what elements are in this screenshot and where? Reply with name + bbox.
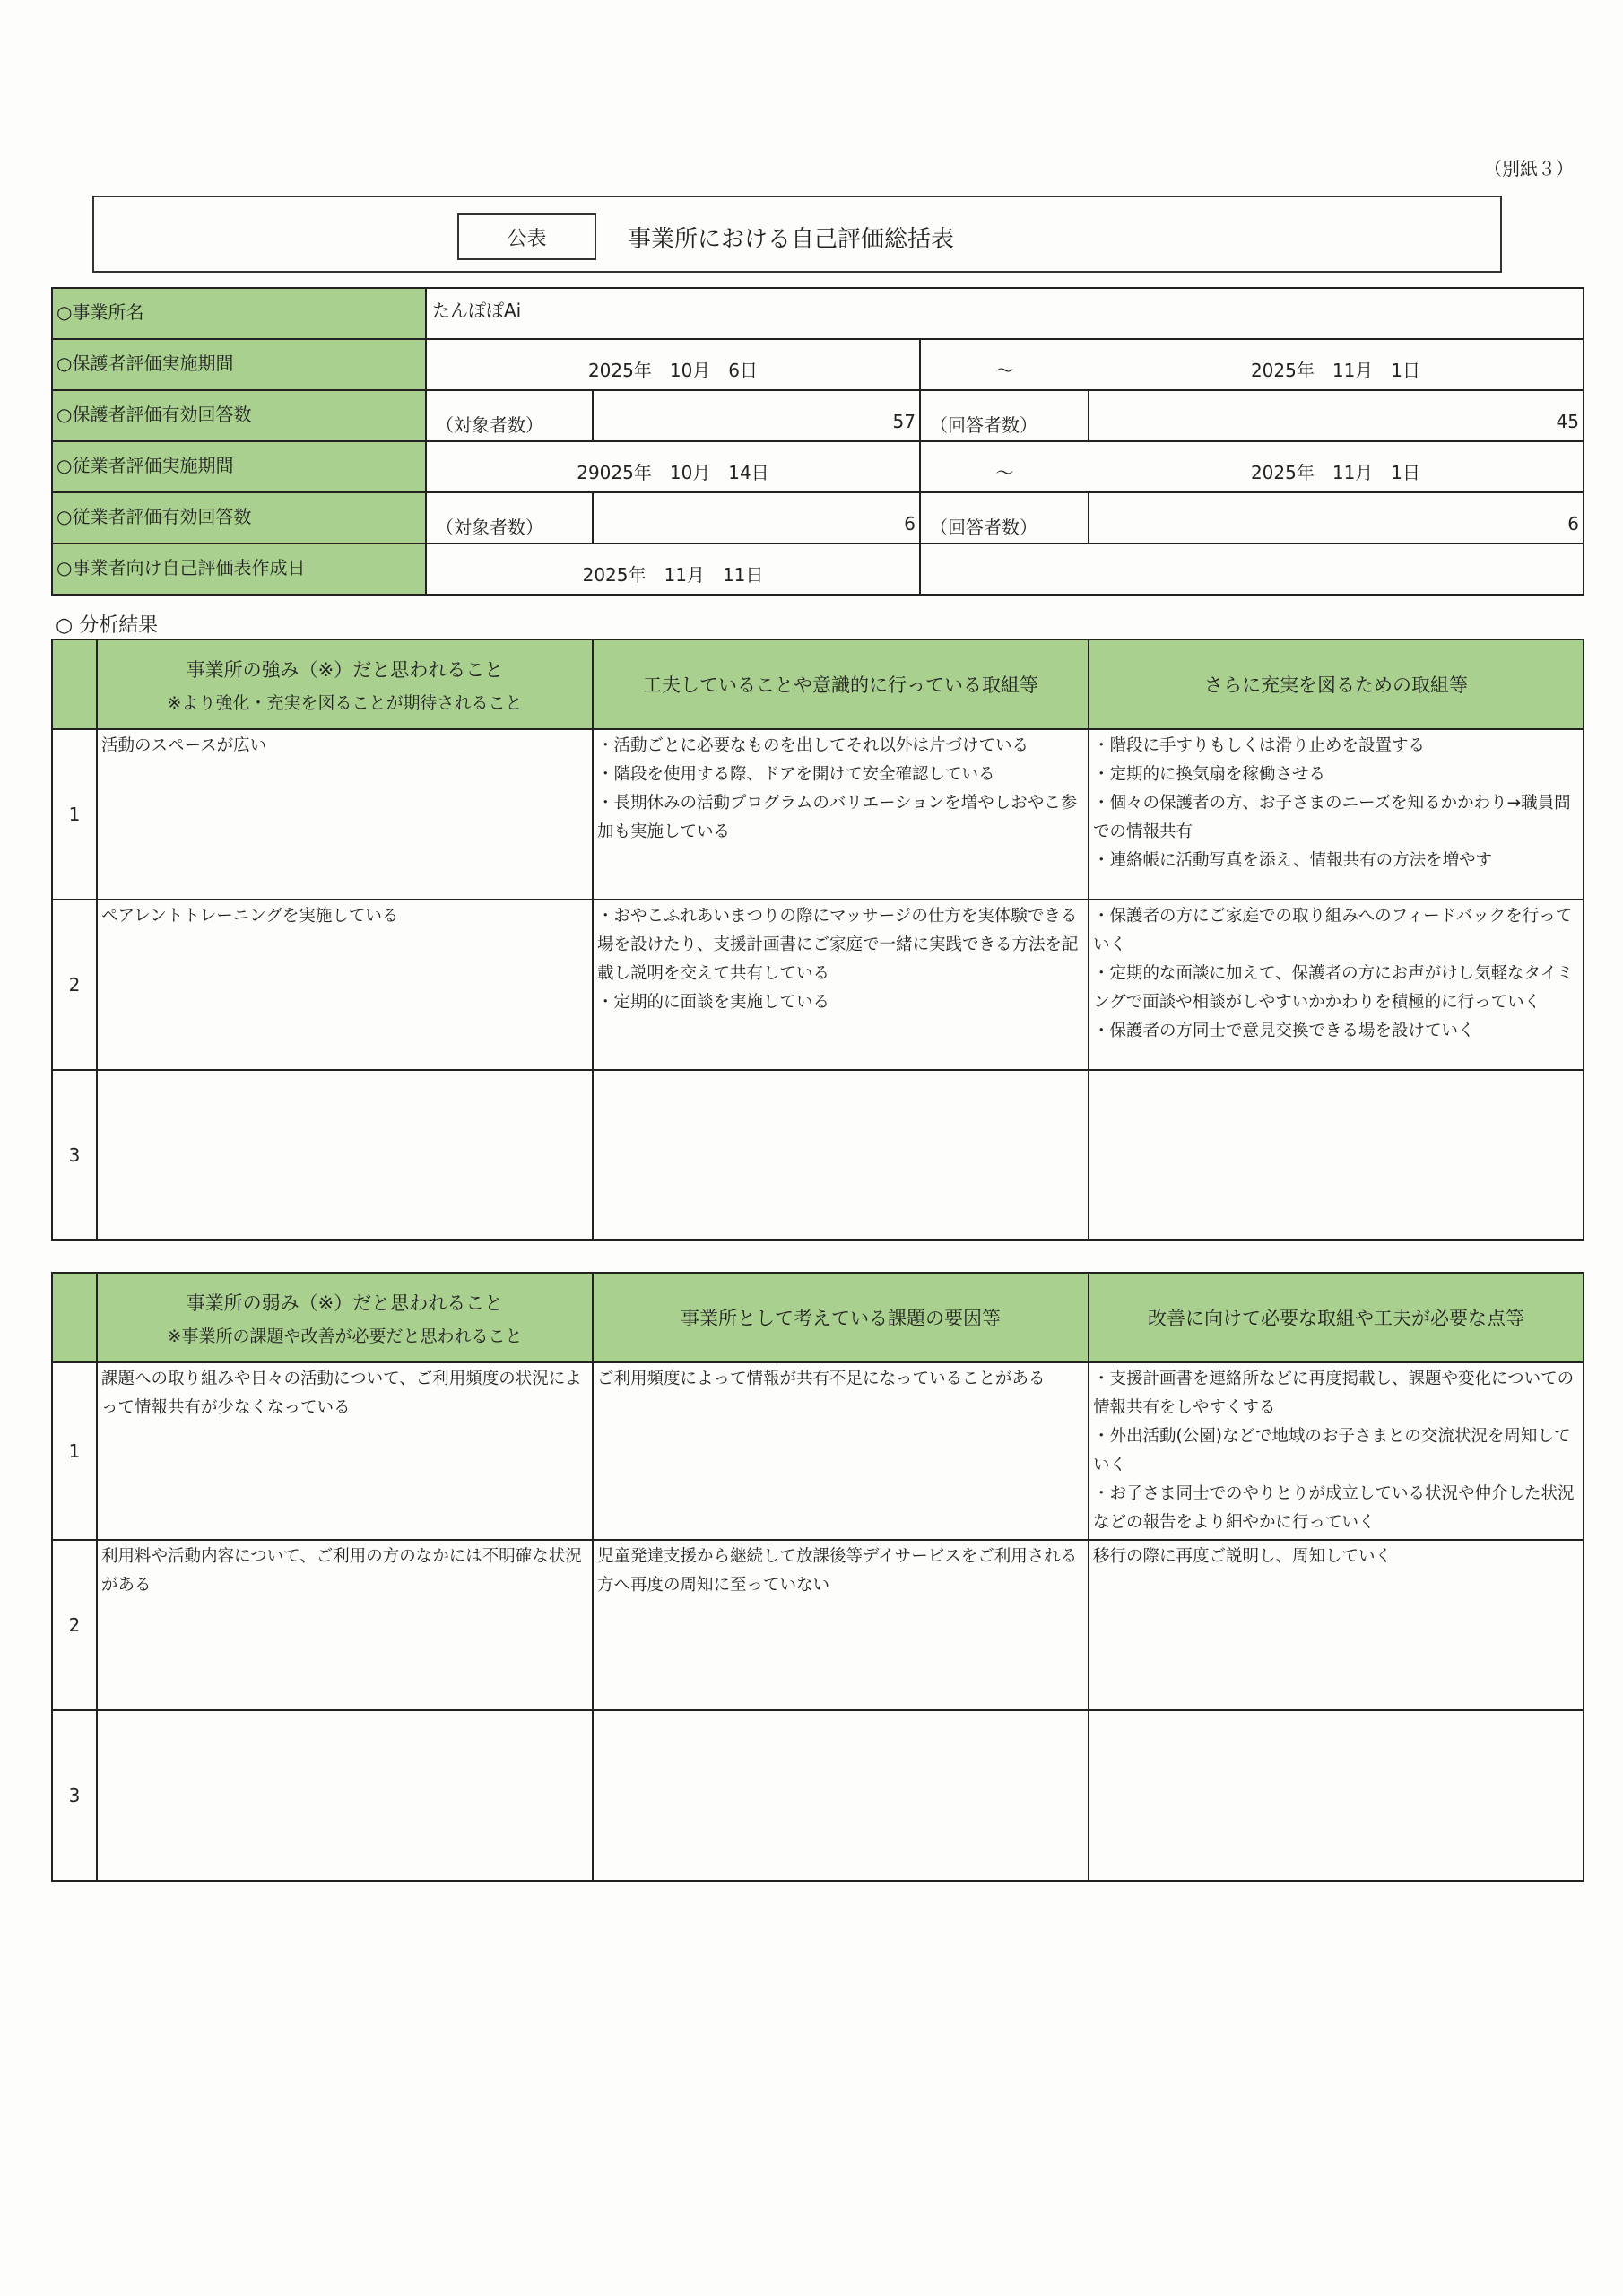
guardian-target-value: 57 xyxy=(593,390,920,441)
cell-text: ・活動ごとに必要なものを出してそれ以外は片づけている xyxy=(597,736,1029,755)
cell-text: 課題への取り組みや日々の活動について、ご利用頻度の状況によって情報共有が少なくなっている xyxy=(101,1370,582,1417)
guardian-period-label: ○保護者評価実施期間 xyxy=(52,339,426,390)
strengths-header-3: さらに充実を図るための取組等 xyxy=(1089,639,1584,729)
staff-target-value: 6 xyxy=(593,492,920,544)
staff-target-label: （対象者数） xyxy=(426,492,593,544)
table-row xyxy=(52,900,1584,1070)
row-number: 2 xyxy=(52,1540,97,1710)
cell-text: ・長期休みの活動プログラムのバリエーションを増やしおやこ参加も実施している xyxy=(597,794,1078,841)
table-row xyxy=(52,729,1584,900)
created-label: ○事業者向け自己評価表作成日 xyxy=(52,544,426,595)
page-title: 事業所における自己評価総括表 xyxy=(628,226,955,253)
row-number: 2 xyxy=(52,900,97,1070)
row-number: 3 xyxy=(52,1070,97,1240)
guardian-count-label: ○保護者評価有効回答数 xyxy=(52,390,426,441)
title-box xyxy=(92,196,1502,273)
cell-text: ・外出活動(公園)などで地域のお子さまとの交流状況を周知していく xyxy=(1093,1427,1571,1474)
cell-col-2 xyxy=(593,900,1089,1070)
cell-text: ・個々の保護者の方、お子さまのニーズを知るかかわり→職員間での情報共有 xyxy=(1093,794,1571,841)
cell-col-3 xyxy=(1089,1362,1584,1540)
table-row xyxy=(52,1362,1584,1540)
cell-col-2 xyxy=(593,1070,1089,1240)
created-date: 2025年 11月 11日 xyxy=(426,544,920,595)
staff-period-sep: ～ xyxy=(920,441,1089,492)
cell-col-1 xyxy=(97,1710,593,1881)
info-row-office xyxy=(52,288,1584,339)
info-row-guardian-count xyxy=(52,390,1584,441)
staff-respondent-label: （回答者数） xyxy=(920,492,1089,544)
table-row xyxy=(52,1070,1584,1240)
cell-text: ・定期的に面談を実施している xyxy=(597,993,830,1012)
weaknesses-header-2: 事業所として考えている課題の要因等 xyxy=(593,1273,1089,1362)
info-row-staff-period xyxy=(52,441,1584,492)
cell-text: 児童発達支援から継続して放課後等デイサービスをご利用される方へ再度の周知に至っていない xyxy=(597,1547,1078,1595)
weaknesses-table xyxy=(51,1272,1584,1882)
cell-col-2 xyxy=(593,1362,1089,1540)
weaknesses-header-3: 改善に向けて必要な取組や工夫が必要な点等 xyxy=(1089,1273,1584,1362)
guardian-target-label: （対象者数） xyxy=(426,390,593,441)
staff-period-end: 2025年 11月 1日 xyxy=(1089,441,1584,492)
office-name-value: たんぽぽAi xyxy=(426,288,1584,339)
cell-col-2 xyxy=(593,1540,1089,1710)
staff-count-label: ○従業者評価有効回答数 xyxy=(52,492,426,544)
cell-text: 活動のスペースが広い xyxy=(101,736,267,755)
analysis-heading: ○ 分析結果 xyxy=(56,614,159,637)
cell-text: ・保護者の方同士で意見交換できる場を設けていく xyxy=(1093,1022,1475,1040)
strengths-header-1: 事業所の強み（※）だと思われること ※より強化・充実を図ることが期待されること xyxy=(97,639,593,729)
cell-text: ・階段に手すりもしくは滑り止めを設置する xyxy=(1093,736,1426,755)
guardian-period-sep: ～ xyxy=(920,339,1089,390)
staff-period-start: 29025年 10月 14日 xyxy=(426,441,920,492)
guardian-period-end: 2025年 11月 1日 xyxy=(1089,339,1584,390)
cell-col-1 xyxy=(97,1362,593,1540)
guardian-respondent-value: 45 xyxy=(1089,390,1584,441)
info-row-created xyxy=(52,544,1584,595)
cell-col-3 xyxy=(1089,1540,1584,1710)
cell-text: ・定期的に換気扇を稼働させる xyxy=(1093,765,1326,784)
info-table xyxy=(51,287,1584,596)
strengths-header-2: 工夫していることや意識的に行っている取組等 xyxy=(593,639,1089,729)
weaknesses-header-row xyxy=(52,1273,1584,1362)
staff-respondent-value: 6 xyxy=(1089,492,1584,544)
cell-text: 利用料や活動内容について、ご利用の方のなかには不明確な状況がある xyxy=(101,1547,582,1595)
cell-text: ご利用頻度によって情報が共有不足になっていることがある xyxy=(597,1370,1046,1388)
table-row xyxy=(52,1710,1584,1881)
cell-col-1 xyxy=(97,729,593,900)
cell-text: ・連絡帳に活動写真を添え、情報共有の方法を増やす xyxy=(1093,851,1493,870)
row-number: 1 xyxy=(52,1362,97,1540)
office-name-label: ○事業所名 xyxy=(52,288,426,339)
cell-col-1 xyxy=(97,900,593,1070)
cell-col-3 xyxy=(1089,900,1584,1070)
strengths-header-row xyxy=(52,639,1584,729)
cell-text: ・階段を使用する際、ドアを開けて安全確認している xyxy=(597,765,995,784)
row-number: 1 xyxy=(52,729,97,900)
guardian-respondent-label: （回答者数） xyxy=(920,390,1089,441)
cell-col-2 xyxy=(593,729,1089,900)
cell-col-3 xyxy=(1089,1710,1584,1881)
cell-col-3 xyxy=(1089,1070,1584,1240)
guardian-period-start: 2025年 10月 6日 xyxy=(426,339,920,390)
cell-col-2 xyxy=(593,1710,1089,1881)
row-number: 3 xyxy=(52,1710,97,1881)
cell-col-1 xyxy=(97,1540,593,1710)
cell-text: ペアレントトレーニングを実施している xyxy=(101,907,399,926)
info-row-guardian-period xyxy=(52,339,1584,390)
cell-text: ・お子さま同士でのやりとりが成立している状況や仲介した状況などの報告をより細やかに行っていく xyxy=(1093,1484,1575,1532)
public-label: 公表 xyxy=(457,213,596,260)
weaknesses-header-1: 事業所の弱み（※）だと思われること ※事業所の課題や改善が必要だと思われること xyxy=(97,1273,593,1362)
annex-label: （別紙３） xyxy=(1484,158,1574,179)
info-row-staff-count xyxy=(52,492,1584,544)
cell-text: ・支援計画書を連絡所などに再度掲載し、課題や変化についての情報共有をしやすくする xyxy=(1093,1370,1575,1417)
cell-text: ・保護者の方にご家庭での取り組みへのフィードバックを行っていく xyxy=(1093,907,1573,954)
staff-period-label: ○従業者評価実施期間 xyxy=(52,441,426,492)
cell-text: ・定期的な面談に加えて、保護者の方にお声がけし気軽なタイミングで面談や相談がしやすいかかわりを積極的に行っていく xyxy=(1093,964,1574,1012)
cell-text: ・おやこふれあいまつりの際にマッサージの仕方を実体験できる場を設けたり、支援計画書にご家庭で一緒に実践できる方法を記載し説明を交えて共有している xyxy=(597,907,1079,983)
cell-col-1 xyxy=(97,1070,593,1240)
cell-col-3 xyxy=(1089,729,1584,900)
cell-text: 移行の際に再度ご説明し、周知していく xyxy=(1093,1547,1393,1566)
table-row xyxy=(52,1540,1584,1710)
strengths-table xyxy=(51,639,1584,1241)
